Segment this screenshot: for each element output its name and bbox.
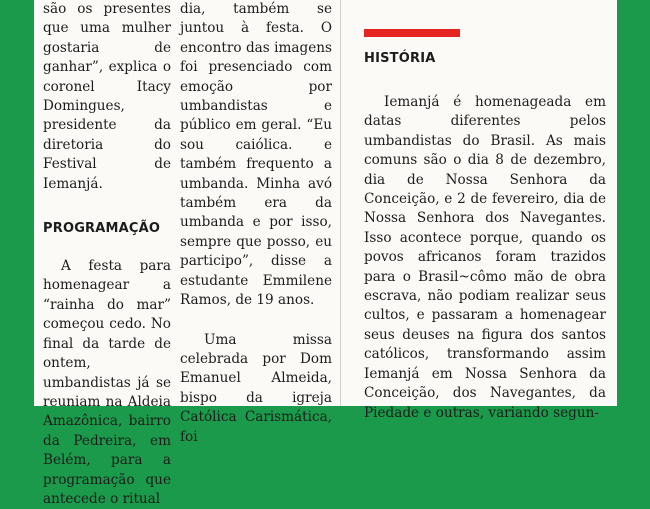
heading-programacao: PROGRAMAÇÃO <box>43 221 161 237</box>
column-1-intro-text: são os presentes que uma mulher gostaria de ganhar”, explica o coronel Itacy Domingues, presidente da diretoria do Festival de Iemanjá. <box>43 1 171 192</box>
column-3-body <box>364 93 606 423</box>
column-2-paragraph-2: Uma missa celebrada por Dom Emanuel Almeida, bispo da igreja Católica Carismática, foi <box>180 331 332 445</box>
column-2 <box>180 0 332 447</box>
section-accent-bar <box>364 29 460 37</box>
column-divider <box>340 0 341 406</box>
column-1 <box>43 0 171 509</box>
heading-historia: HISTÓRIA <box>364 51 436 66</box>
paragraph-spacer <box>180 311 332 331</box>
column-1-body-text: A festa para homenagear a “rainha do mar” começou cedo. No final da tarde de ontem, umbandistas já se reuniam na Aldeia Amazônica, bairro da Pedreira, em Belém, para a programação que antecede o ritual <box>43 258 171 507</box>
column-2-paragraph-1: dia, também se juntou à festa. O encontro das imagens foi presenciado com emoção por umbandistas e público em geral. “Eu sou caiólica. e também frequento a umbanda. Minha avó também era da umbanda e por isso, sempre que posso, eu participo”, disse a estudante Emmilene Ramos, de 19 anos. <box>180 1 332 309</box>
column-3-body-text: Iemanjá é homenageada em datas diferentes pelos umbandistas do Brasil. As mais comuns são o dia 8 de dezembro, dia de Nossa Senhora da Conceição, e 2 de fevereiro, dia de Nossa Senhora dos Navegantes. Isso acontece porque, quando os povos africanos foram trazidos para o Brasil~cômo mão de obra escrava, não podiam realizar seus cultos, e passaram a homenagear seus deuses na figura dos santos católicos, transformando assim Iemanjá em Nossa Senhora da Conceição, dos Navegantes, da Piedade e outras, variando segun- <box>364 94 606 421</box>
newspaper-page <box>34 0 617 507</box>
